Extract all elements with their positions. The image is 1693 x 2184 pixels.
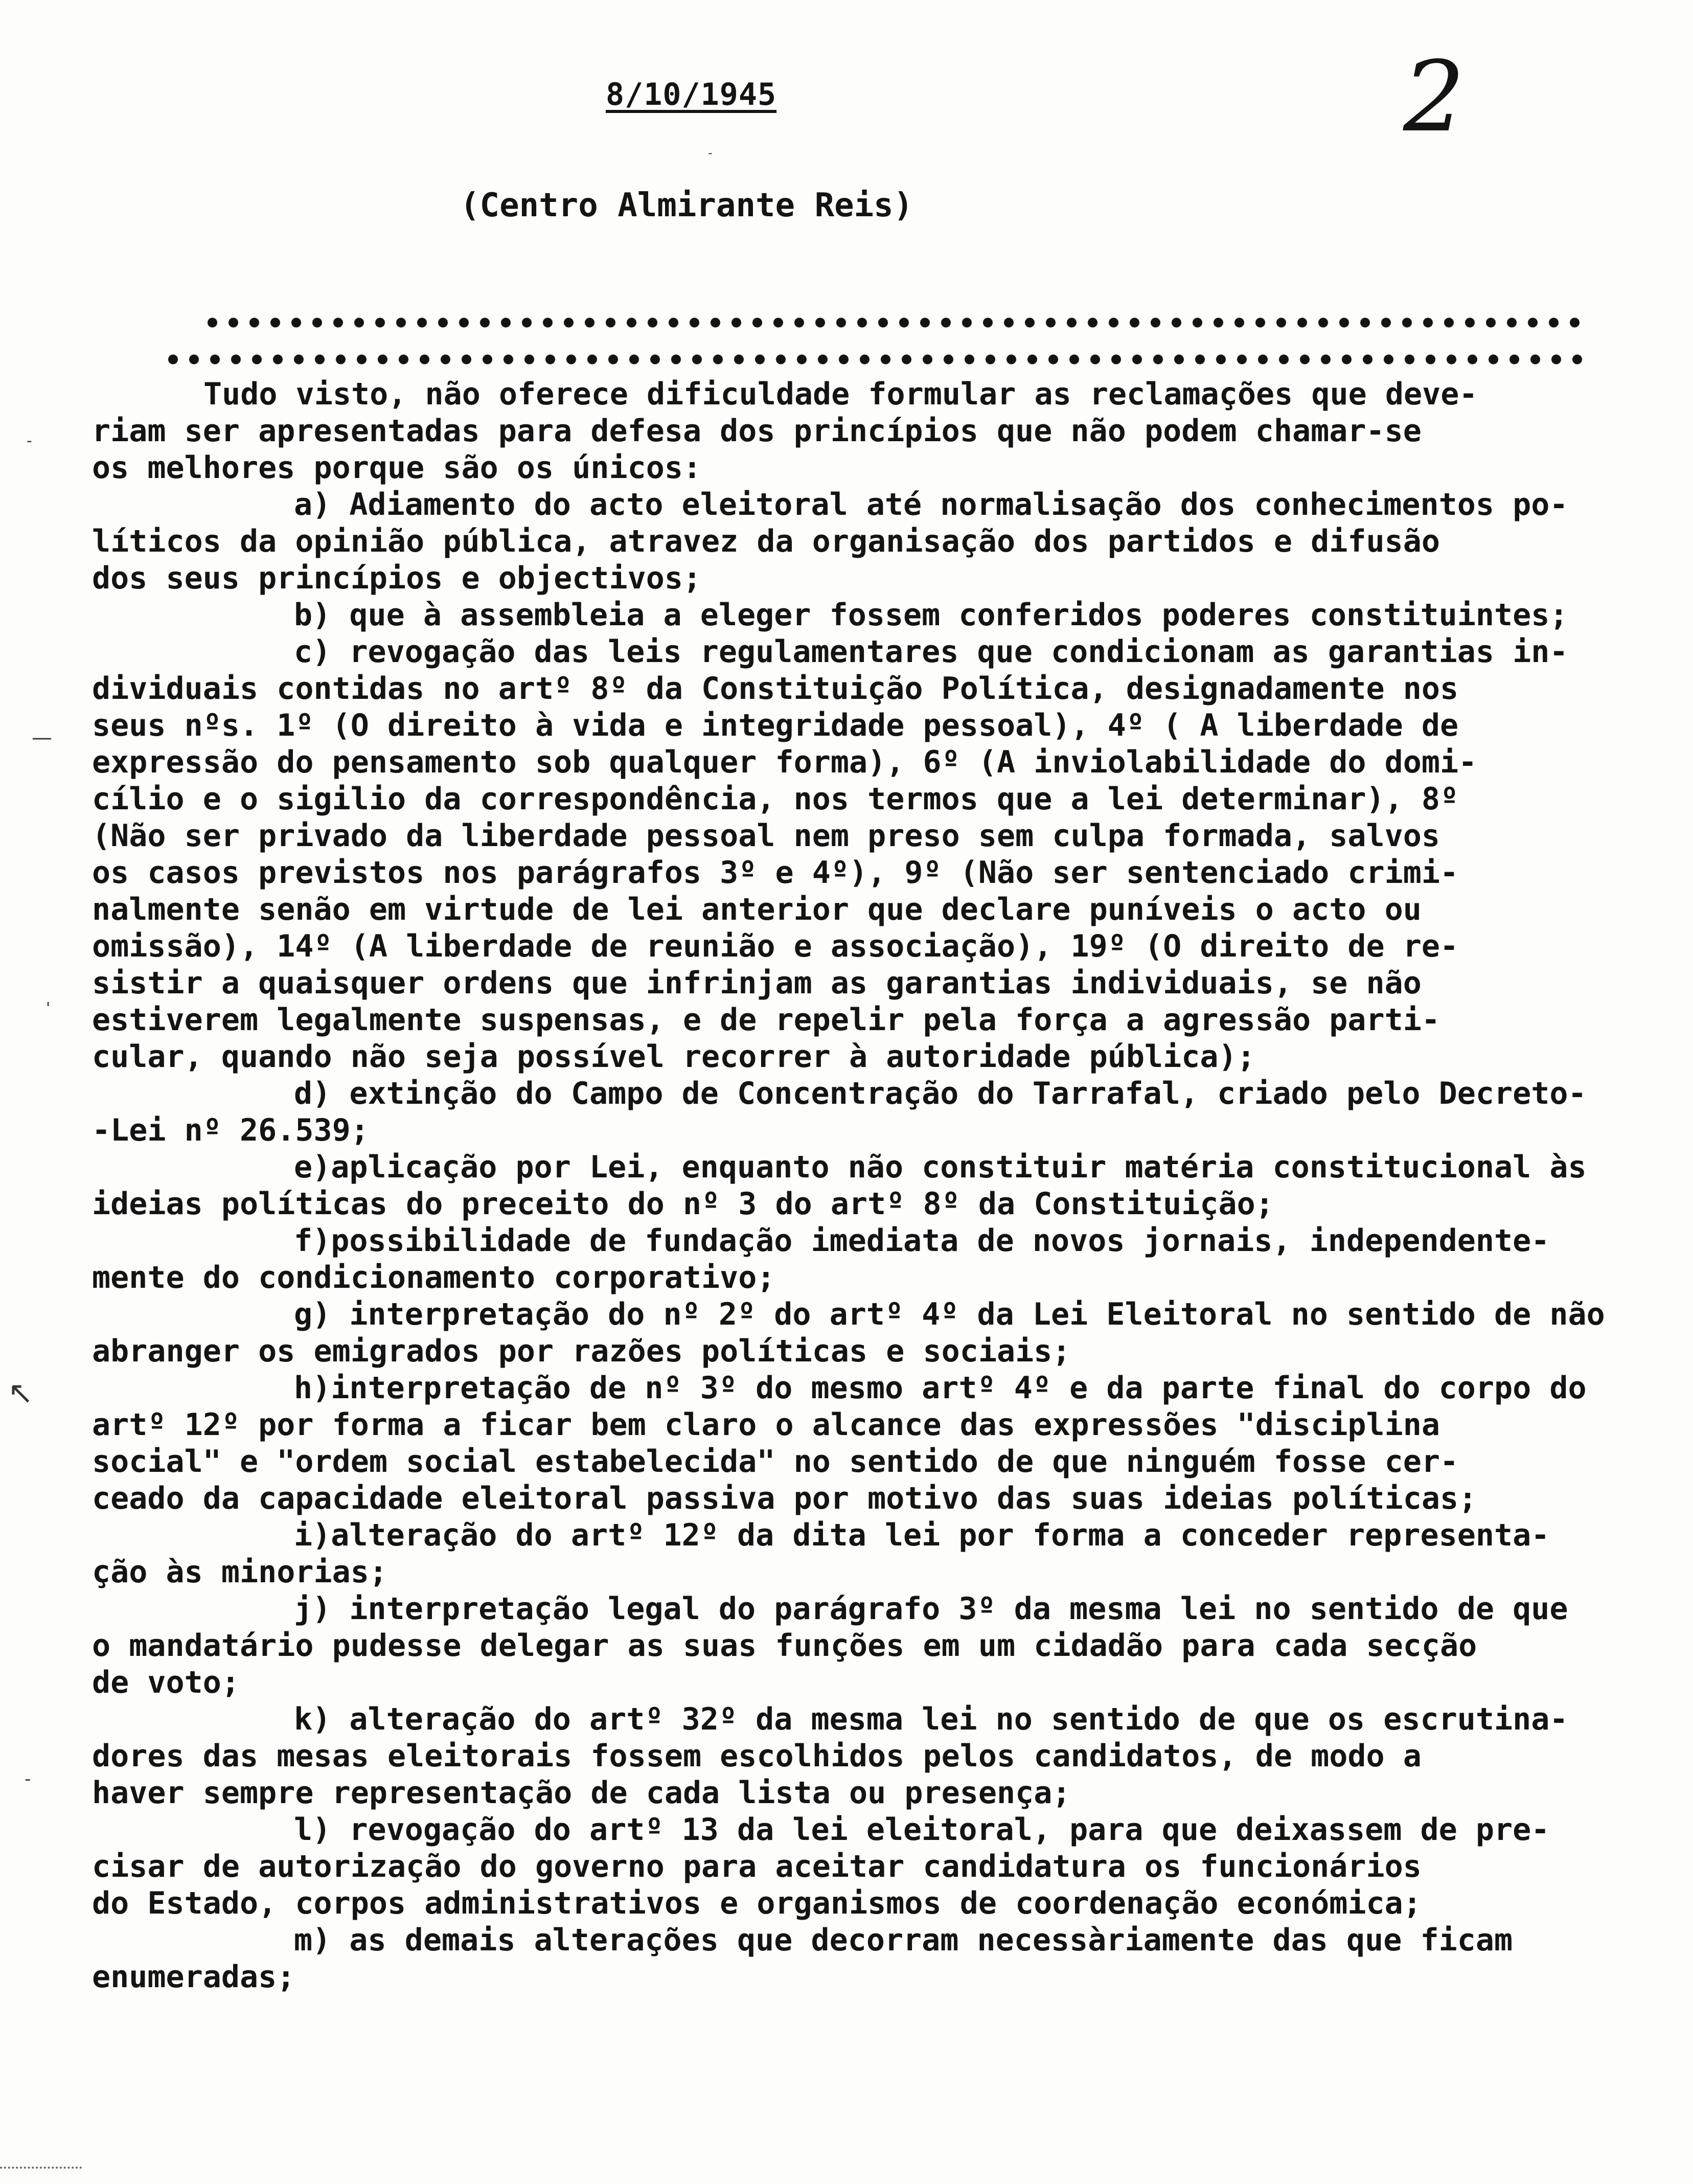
text-line: e)aplicação por Lei, enquanto não constituir matéria constitucional às (294, 1149, 1587, 1185)
scan-edge-mark (0, 2167, 82, 2169)
text-line: os casos previstos nos parágrafos 3º e 4º), 9º (Não ser sentenciado crimi- (92, 855, 1459, 891)
text-line: nalmente senão em virtude de lei anterior que declare puníveis o acto ou (92, 892, 1422, 927)
margin-mark: - (708, 146, 713, 160)
text-line: ceado da capacidade eleitoral passiva por motivo das suas ideias políticas; (92, 1481, 1477, 1516)
text-line: g) interpretação do nº 2º do artº 4º da Lei Eleitoral no sentido de não (294, 1296, 1605, 1332)
text-line: m) as demais alterações que decorram necessàriamente das que ficam (294, 1922, 1513, 1958)
text-line: riam ser apresentadas para defesa dos princípios que não podem chamar-se (92, 413, 1422, 449)
text-line: sistir a quaisquer ordens que infrinjam as garantias individuais, se não (92, 965, 1422, 1001)
text-line: cular, quando não seja possível recorrer à autoridade pública); (92, 1039, 1255, 1075)
text-line: o mandatário pudesse delegar as suas funções em um cidadão para cada secção (92, 1628, 1477, 1664)
text-line: l) revogação do artº 13 da lei eleitoral, para que deixassem de pre- (294, 1812, 1550, 1848)
text-line: seus nºs. 1º (O direito à vida e integridade pessoal), 4º ( A liberdade de (92, 708, 1459, 743)
text-line: j) interpretação legal do parágrafo 3º da mesma lei no sentido de que (294, 1591, 1568, 1627)
document-date: 8/10/1945 (606, 77, 777, 112)
dotted-separator-2 (163, 353, 1590, 366)
text-line: líticos da opinião pública, atravez da organisação dos partidos e difusão (92, 524, 1440, 559)
text-line: c) revogação das leis regulamentares que condicionam as garantias in- (294, 634, 1568, 670)
dotted-separator-1 (202, 316, 1590, 329)
text-line: os melhores porque são os únicos: (92, 450, 702, 486)
text-line: Tudo visto, não oferece dificuldade formular as reclamações que deve- (203, 376, 1478, 412)
text-line: omissão), 14º (A liberdade de reunião e associação), 19º (O direito de re- (92, 928, 1459, 964)
text-line: (Não ser privado da liberdade pessoal nem preso sem culpa formada, salvos (92, 818, 1440, 854)
text-line: expressão do pensamento sob qualquer forma), 6º (A inviolabilidade do domi- (92, 744, 1477, 780)
text-line: dos seus princípios e objectivos; (92, 560, 702, 596)
text-line: ção às minorias; (92, 1554, 387, 1590)
text-line: i)alteração do artº 12º da dita lei por forma a conceder representa- (294, 1517, 1550, 1553)
text-line: k) alteração do artº 32º da mesma lei no sentido de que os escrutina- (294, 1701, 1568, 1737)
text-line: social" e "ordem social estabelecida" no sentido de que ninguém fosse cer- (92, 1444, 1459, 1480)
text-line: f)possibilidade de fundação imediata de novos jornais, independente- (294, 1223, 1550, 1259)
text-line: dividuais contidas no artº 8º da Constituição Política, designadamente nos (92, 671, 1459, 707)
text-line: estiverem legalmente suspensas, e de repelir pela força a agressão parti- (92, 1002, 1440, 1038)
text-line: cisar de autorização do governo para aceitar candidatura os funcionários (92, 1849, 1422, 1884)
text-line: de voto; (92, 1665, 240, 1700)
text-line: mente do condicionamento corporativo; (92, 1260, 775, 1295)
margin-mark: ↖ (8, 1375, 34, 1411)
margin-mark: — (32, 726, 52, 749)
text-line: b) que à assembleia a eleger fossem conferidos poderes constituintes; (294, 597, 1568, 633)
text-line: do Estado, corpos administrativos e organismos de coordenação económica; (92, 1885, 1422, 1921)
margin-mark: - (25, 1769, 31, 1789)
text-line: h)interpretação de nº 3º do mesmo artº 4º e da parte final do corpo do (294, 1370, 1587, 1406)
text-line: d) extinção do Campo de Concentração do Tarrafal, criado pelo Decreto- (294, 1076, 1587, 1111)
text-line: artº 12º por forma a ficar bem claro o alcance das expressões "disciplina (92, 1407, 1440, 1443)
document-body (92, 376, 1626, 1995)
text-line: a) Adiamento do acto eleitoral até normalisação dos conhecimentos po- (294, 487, 1568, 522)
document-subtitle: (Centro Almirante Reis) (460, 187, 913, 224)
margin-mark: ' (46, 999, 51, 1017)
text-line: haver sempre representação de cada lista ou presença; (92, 1775, 1071, 1811)
margin-mark: - (27, 432, 32, 450)
page-number-handwritten: 2 (1403, 40, 1465, 153)
text-line: cílio e o sigilio da correspondência, nos termos que a lei determinar), 8º (92, 781, 1459, 817)
text-line: -Lei nº 26.539; (92, 1112, 369, 1148)
text-line: dores das mesas eleitorais fossem escolhidos pelos candidatos, de modo a (92, 1738, 1422, 1774)
text-line: ideias políticas do preceito do nº 3 do artº 8º da Constituição; (92, 1186, 1274, 1222)
text-line: abranger os emigrados por razões políticas e sociais; (92, 1333, 1071, 1369)
text-line: enumeradas; (92, 1959, 295, 1995)
